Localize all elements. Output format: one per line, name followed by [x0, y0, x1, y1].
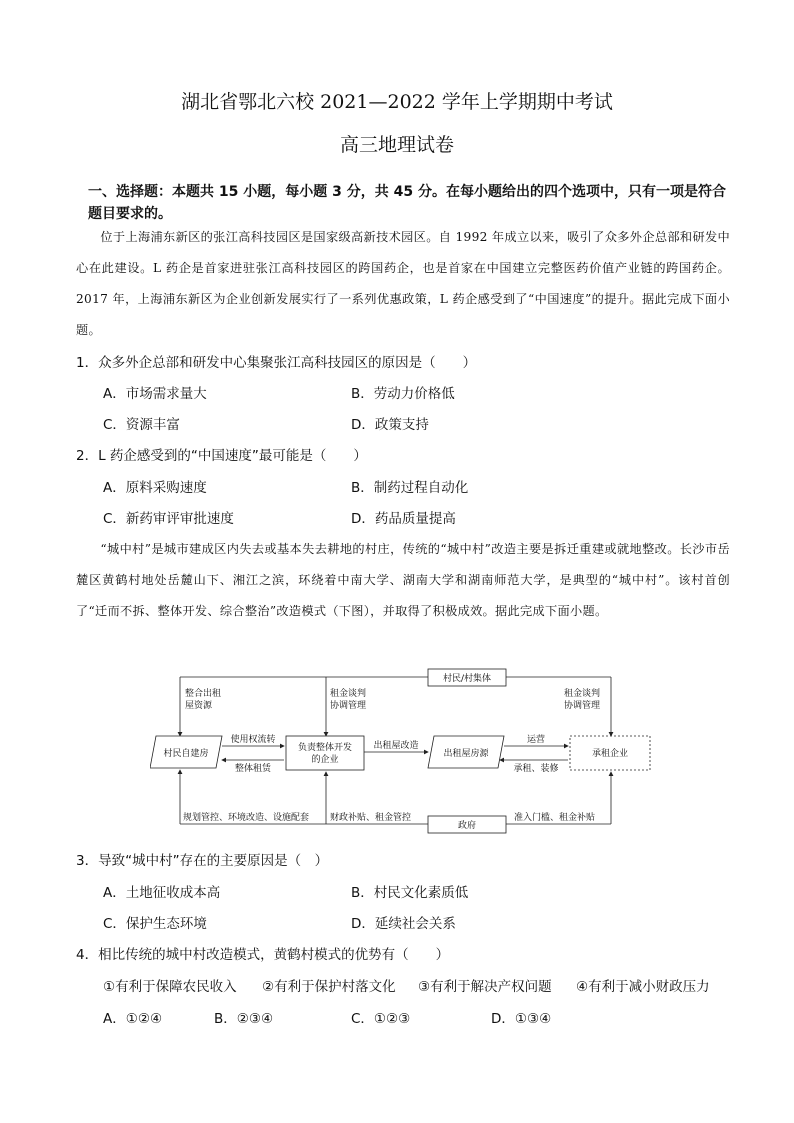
- rental-source-label: 出租屋房源: [443, 749, 489, 759]
- q2-option-d: D．药品质量提高: [351, 511, 456, 527]
- developer-label-2: 的企业: [311, 755, 339, 765]
- exam-title: 湖北省鄂北六校 2021—2022 学年上学期期中考试: [181, 91, 613, 113]
- question-1-stem: 1．众多外企总部和研发中心集聚张江高科技园区的原因是（ ）: [76, 355, 477, 371]
- q1-option-c: C．资源丰富: [103, 417, 180, 433]
- q4-option-c: C．①②③: [351, 1011, 411, 1027]
- villager-house-label: 村民自建房: [163, 749, 209, 759]
- q1-option-b: B．劳动力价格低: [351, 386, 455, 402]
- integrate-label-2: 屋资源: [185, 701, 213, 711]
- q4-statement-4: ④有利于减小财政压力: [576, 979, 710, 995]
- operation-label: 运营: [526, 735, 546, 745]
- planning-label: 规划管控、环境改造、设施配套: [183, 813, 310, 823]
- q2-option-b: B．制药过程自动化: [351, 480, 469, 496]
- negotiate-label-1: 租金谈判: [330, 689, 367, 699]
- access-label: 准入门槛、租金补贴: [514, 813, 596, 823]
- tenant-label: 承租企业: [591, 749, 629, 759]
- q4-option-b: B．②③④: [214, 1011, 274, 1027]
- q1-option-a: A．市场需求量大: [103, 386, 207, 402]
- q2-option-a: A．原料采购速度: [103, 480, 207, 496]
- village-renovation-diagram: [150, 664, 660, 836]
- passage-text: 位于上海浦东新区的张江高科技园区是国家级高新技术园区。自 1992 年成立以来，吸引了众多外企总部和研发中心在此建设。L 药企是首家进驻张江高科技园区的跨国药企，也是首家在中国建立完整医药价值产业链的跨国药企。2017 年，上海浦东新区为企业创新发展实行了一系列优惠政策，L 药企感受到了“中国速度”的提升。据此完成下面小题。: [76, 230, 730, 337]
- renovation-label: 出租屋改造: [373, 741, 419, 751]
- q3-option-d: D．延续社会关系: [351, 916, 456, 932]
- q2-option-c: C．新药审评审批速度: [103, 511, 234, 527]
- passage-chengzhongcun: [76, 534, 730, 627]
- negotiate-right-label-1: 租金谈判: [564, 689, 601, 699]
- exam-subtitle: 高三地理试卷: [339, 134, 454, 156]
- integrate-label-1: 整合出租: [185, 689, 222, 699]
- passage-text: “城中村”是城市建成区内失去或基本失去耕地的村庄，传统的“城中村”改造主要是拆迁重建或就地整改。长沙市岳麓区黄鹤村地处岳麓山下、湘江之滨，环绕着中南大学、湖南大学和湖南师范大学，是典型的“城中村”。该村首创了“迁而不拆、整体开发、综合整治”改造模式（下图），并取得了积极成效。据此完成下面小题。: [76, 542, 730, 618]
- lease-label: 承租、装修: [513, 764, 559, 774]
- q1-option-d: D．政策支持: [351, 417, 429, 433]
- whole-rent-label: 整体租赁: [234, 764, 272, 774]
- q4-option-a: A．①②④: [103, 1011, 163, 1027]
- q3-option-a: A．土地征收成本高: [103, 885, 221, 901]
- q4-option-d: D．①③④: [491, 1011, 552, 1027]
- question-4-stem: 4．相比传统的城中村改造模式，黄鹤村模式的优势有（ ）: [76, 947, 450, 963]
- question-3-stem: 3．导致“城中村”存在的主要原因是（ ）: [76, 853, 329, 869]
- q3-option-c: C．保护生态环境: [103, 916, 207, 932]
- q4-statement-2: ②有利于保护村落文化: [262, 979, 396, 995]
- finance-label: 财政补贴、租金管控: [330, 813, 412, 823]
- negotiate-right-label-2: 协调管理: [564, 701, 601, 711]
- passage-zhangjiang: [76, 222, 730, 346]
- negotiate-label-2: 协调管理: [330, 701, 367, 711]
- villagers-collective-label: 村民/村集体: [442, 674, 492, 684]
- developer-label-1: 负责整体开发: [297, 743, 353, 753]
- q4-statement-1: ①有利于保障农民收入: [103, 979, 237, 995]
- q4-statement-3: ③有利于解决产权问题: [418, 979, 552, 995]
- question-2-stem: 2．L 药企感受到的“中国速度”最可能是（ ）: [76, 448, 367, 464]
- section-heading: 一、选择题：本题共 15 小题，每小题 3 分，共 45 分。在每小题给出的四个选项中，只有一项是符合题目要求的。: [88, 184, 726, 222]
- q3-option-b: B．村民文化素质低: [351, 885, 469, 901]
- government-label: 政府: [457, 821, 477, 831]
- use-right-label: 使用权流转: [230, 735, 276, 745]
